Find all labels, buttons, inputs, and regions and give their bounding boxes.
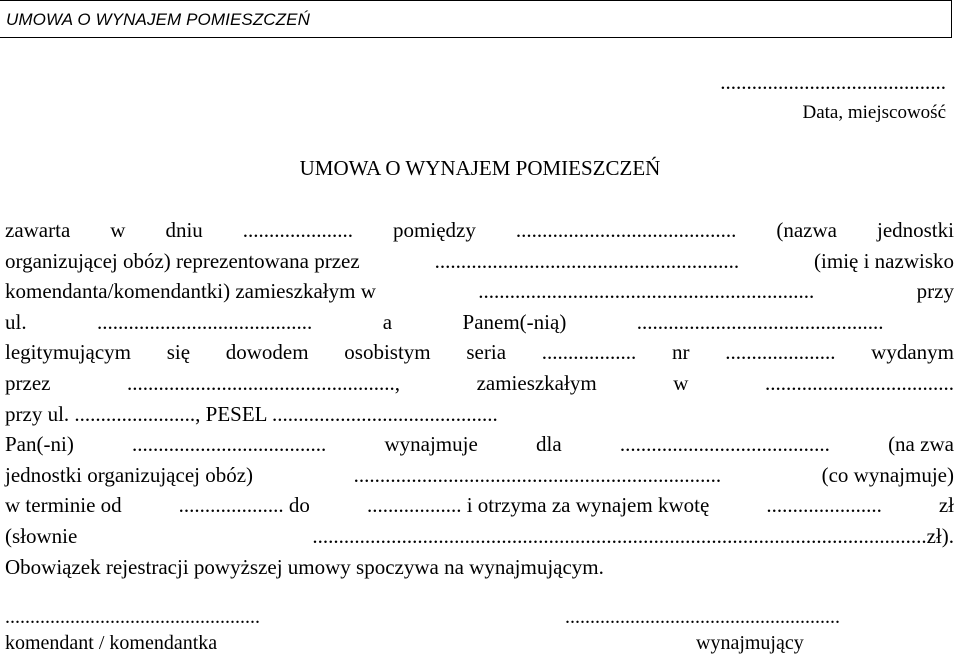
header-bar: [0, 0, 952, 38]
word: się: [166, 340, 191, 365]
body-line: [5, 307, 954, 338]
word: jednostki: [876, 218, 954, 242]
word: Panem(-nią): [462, 309, 567, 334]
text-segment: przy ul.: [5, 401, 70, 426]
word: a: [382, 309, 393, 334]
body-line: [5, 337, 954, 368]
word: seria: [466, 340, 507, 365]
word: (słownie: [5, 523, 78, 548]
signature-label: wynajmujący: [696, 632, 804, 654]
word: osobistym: [344, 340, 431, 365]
word: ul.: [5, 309, 27, 334]
place-date-label: Data, miejscowość: [802, 102, 946, 123]
signature-tenant: [565, 604, 840, 656]
city-blank: ....................................: [764, 370, 954, 395]
word: zawarta: [5, 218, 71, 242]
body-line: [5, 521, 954, 552]
word: w: [110, 218, 126, 242]
street-pesel-segment: ......................., PESEL: [74, 401, 267, 426]
word: (na zwa: [888, 432, 954, 457]
pesel-blank: ...........................................: [271, 401, 498, 426]
text-segment: (imię i nazwisko: [814, 248, 954, 273]
amount-words-blank: .....................................................................................................................zł).: [312, 523, 954, 548]
text-segment: komendanta/komendantki) zamieszkałym w: [5, 279, 376, 304]
date-range-segment: .................... do: [178, 493, 310, 518]
address-blank: ................................................................: [478, 279, 815, 304]
word: wydanym: [871, 340, 954, 365]
body-line: [5, 399, 954, 430]
word: Pan(-ni): [5, 432, 74, 457]
name-blank: ...............................................: [636, 309, 884, 334]
premises-blank: ......................................................................: [353, 462, 722, 487]
text-segment: .................. i otrzyma za wynajem kwotę: [366, 493, 710, 518]
amount-blank: ......................: [766, 493, 882, 518]
word: legitymującym: [5, 340, 131, 365]
text-segment: (co wynajmuje): [821, 462, 954, 487]
signature-line: ...................................................: [5, 606, 260, 628]
document-title: UMOWA O WYNAJEM POMIESZCZEŃ: [299, 156, 661, 180]
place-date-dots: ...........................................: [720, 70, 946, 94]
body-line: [5, 215, 954, 246]
word: dowodem: [225, 340, 309, 365]
word: dniu: [165, 218, 203, 242]
word: w: [673, 370, 689, 395]
text-segment: w terminie od: [5, 493, 122, 518]
word: (nazwa: [776, 218, 837, 242]
word: zł: [938, 493, 954, 518]
body-line: [5, 276, 954, 307]
representative-blank: ..........................................................: [434, 248, 740, 273]
word: przy: [916, 279, 954, 304]
body-line: [5, 490, 954, 521]
word: dla: [536, 432, 562, 457]
signature-landlord: [5, 604, 260, 656]
issuer-blank: ...................................................,: [127, 370, 401, 395]
word: wynajmuje: [384, 432, 478, 457]
street-blank: .........................................: [97, 309, 313, 334]
body-line: [5, 552, 954, 583]
word: przez: [5, 370, 51, 395]
agreement-body: [5, 215, 954, 582]
text-segment: jednostki organizującej obóz): [5, 462, 254, 487]
organization-blank: ..........................................: [515, 218, 737, 242]
word: nr: [671, 340, 690, 365]
body-line: [5, 460, 954, 491]
body-line: [5, 429, 954, 460]
word: zamieszkałym: [476, 370, 597, 395]
text-segment: organizującej obóz) reprezentowana przez: [5, 248, 360, 273]
id-number-blank: .....................: [725, 340, 836, 365]
id-series-blank: ..................: [541, 340, 637, 365]
text-segment: Obowiązek rejestracji powyższej umowy spoczywa na wynajmującym.: [5, 554, 604, 579]
body-line: [5, 368, 954, 399]
signature-line: .......................................................: [565, 606, 840, 628]
tenant-name-blank: .....................................: [132, 432, 327, 457]
organization-blank: ........................................: [619, 432, 830, 457]
body-line: [5, 246, 954, 277]
date-blank: .....................: [242, 218, 354, 242]
word: pomiędzy: [393, 218, 476, 242]
signature-label: komendant / komendantka: [5, 632, 218, 654]
header-title: UMOWA O WYNAJEM POMIESZCZEŃ: [6, 10, 310, 29]
